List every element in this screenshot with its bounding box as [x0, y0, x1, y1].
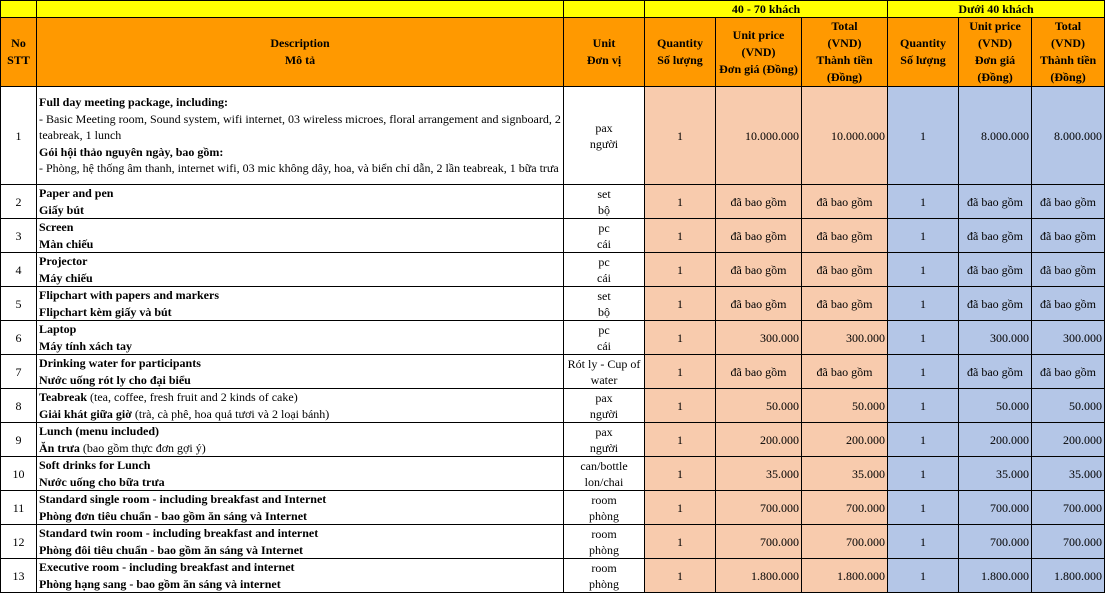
- total-g2-cell[interactable]: 300.000: [1032, 321, 1105, 355]
- unit-english: pc: [598, 322, 610, 337]
- unit-price-g2-cell[interactable]: đã bao gồm: [959, 355, 1032, 389]
- description-bold-text: Flipchart kèm giấy và bút: [39, 304, 172, 319]
- total-g1-cell[interactable]: đã bao gồm: [802, 355, 888, 389]
- description-line: [39, 185, 561, 202]
- description-cell[interactable]: [37, 457, 564, 491]
- unit-english: pax: [595, 424, 613, 439]
- total-g1-cell[interactable]: đã bao gồm: [802, 219, 888, 253]
- unit-price-g2-cell[interactable]: đã bao gồm: [959, 287, 1032, 321]
- unit-cell[interactable]: [564, 287, 645, 321]
- total-g2-cell[interactable]: đã bao gồm: [1032, 185, 1105, 219]
- unit-vietnamese: water: [590, 372, 618, 387]
- quantity-g1-cell[interactable]: 1: [645, 559, 716, 593]
- description-line: [39, 144, 561, 161]
- quantity-g1-cell[interactable]: 1: [645, 253, 716, 287]
- total-g1-cell[interactable]: 300.000: [802, 321, 888, 355]
- unit-english: pc: [598, 254, 610, 269]
- total-g1-cell[interactable]: 700.000: [802, 491, 888, 525]
- quantity-g1-cell[interactable]: 1: [645, 389, 716, 423]
- unit-vietnamese: người: [589, 136, 619, 151]
- total-g2-cell[interactable]: đã bao gồm: [1032, 219, 1105, 253]
- column-header-row: [1, 18, 1105, 87]
- quantity-g2-cell[interactable]: 1: [888, 87, 959, 185]
- quantity-g1-cell[interactable]: 1: [645, 219, 716, 253]
- unit-price-g2-cell[interactable]: 700.000: [959, 491, 1032, 525]
- header-total-g1[interactable]: Total (VND) Thành tiền (Đồng): [802, 18, 888, 87]
- total-g1-cell[interactable]: 200.000: [802, 423, 888, 457]
- unit-cell[interactable]: [564, 321, 645, 355]
- table-row: [1, 253, 1105, 287]
- header-description[interactable]: Description Mô tả: [37, 18, 564, 87]
- quantity-g2-cell[interactable]: 1: [888, 185, 959, 219]
- unit-price-g1-cell[interactable]: 10.000.000: [716, 87, 802, 185]
- unit-price-g1-cell[interactable]: đã bao gồm: [716, 287, 802, 321]
- description-bold-text: Phòng đơn tiêu chuẩn - bao gồm ăn sáng và Internet: [39, 508, 308, 523]
- quantity-g1-cell[interactable]: 1: [645, 457, 716, 491]
- description-line: [39, 423, 561, 440]
- description-text: (bao gồm thực đơn gợi ý): [79, 440, 206, 455]
- unit-price-g1-cell[interactable]: 300.000: [716, 321, 802, 355]
- description-line: [39, 474, 561, 491]
- quantity-g2-cell[interactable]: 1: [888, 559, 959, 593]
- description-line: [39, 355, 561, 372]
- description-text: - Phòng, hệ thống âm thanh, internet wifi, 03 mic không dây, hoa, và biển chỉ dẫn, 2 lần teabreak, 1 bữa trưa: [39, 161, 559, 176]
- quantity-g1-cell[interactable]: 1: [645, 355, 716, 389]
- description-line: [39, 525, 561, 542]
- cell[interactable]: [1, 1, 37, 18]
- total-g1-cell[interactable]: đã bao gồm: [802, 287, 888, 321]
- total-g1-cell[interactable]: 1.800.000: [802, 559, 888, 593]
- unit-english: room: [591, 526, 617, 541]
- description-bold-text: Lunch (menu included): [39, 424, 160, 438]
- description-cell[interactable]: [37, 287, 564, 321]
- unit-english: room: [591, 492, 617, 507]
- header-no[interactable]: No STT: [1, 18, 37, 87]
- table-row: [1, 525, 1105, 559]
- description-bold-text: Màn chiếu: [39, 236, 94, 251]
- unit-price-g2-cell[interactable]: 35.000: [959, 457, 1032, 491]
- unit-price-g1-cell[interactable]: đã bao gồm: [716, 253, 802, 287]
- unit-vietnamese: bộ: [598, 304, 610, 319]
- row-number-cell[interactable]: 7: [1, 355, 37, 389]
- description-line: [39, 389, 561, 406]
- unit-price-g1-cell[interactable]: 50.000: [716, 389, 802, 423]
- unit-price-g2-cell[interactable]: đã bao gồm: [959, 219, 1032, 253]
- description-line: [39, 457, 561, 474]
- quantity-g1-cell[interactable]: 1: [645, 491, 716, 525]
- description-bold-text: Paper and pen: [39, 186, 114, 200]
- unit-vietnamese: cái: [597, 236, 611, 251]
- description-line: [39, 406, 561, 423]
- total-g1-cell[interactable]: 10.000.000: [802, 87, 888, 185]
- description-bold-text: Flipchart with papers and markers: [39, 288, 219, 302]
- description-bold-text: Nước uống rót ly cho đại biểu: [39, 372, 191, 387]
- unit-cell[interactable]: [564, 355, 645, 389]
- unit-english: set: [597, 186, 611, 201]
- total-g1-cell[interactable]: 700.000: [802, 525, 888, 559]
- description-cell[interactable]: [37, 87, 564, 185]
- unit-vietnamese: phòng: [589, 508, 619, 523]
- quantity-g2-cell[interactable]: 1: [888, 423, 959, 457]
- row-number-cell[interactable]: 6: [1, 321, 37, 355]
- header-unit[interactable]: Unit Đơn vị: [564, 18, 645, 87]
- unit-vietnamese: phòng: [589, 542, 619, 557]
- quantity-g1-cell[interactable]: 1: [645, 185, 716, 219]
- unit-vietnamese: người: [589, 440, 619, 455]
- description-bold-text: Giải khát giữa giờ: [39, 406, 132, 421]
- description-line: [39, 202, 561, 219]
- description-bold-text: Phòng hạng sang - bao gồm ăn sáng và internet: [39, 576, 281, 591]
- unit-vietnamese: cái: [597, 338, 611, 353]
- header-total-g2[interactable]: Total (VND) Thành tiền (Đồng): [1032, 18, 1105, 87]
- unit-price-g2-cell[interactable]: 700.000: [959, 525, 1032, 559]
- unit-vietnamese: phòng: [589, 576, 619, 591]
- unit-price-g2-cell[interactable]: 300.000: [959, 321, 1032, 355]
- description-line: [39, 160, 561, 177]
- quantity-g2-cell[interactable]: 1: [888, 253, 959, 287]
- cell[interactable]: [564, 1, 645, 18]
- description-cell[interactable]: [37, 185, 564, 219]
- header-unit-price-g1[interactable]: Unit price (VND) Đơn giá (Đồng): [716, 18, 802, 87]
- unit-price-g2-cell[interactable]: đã bao gồm: [959, 185, 1032, 219]
- unit-cell[interactable]: [564, 491, 645, 525]
- quantity-g2-cell[interactable]: 1: [888, 457, 959, 491]
- unit-cell[interactable]: [564, 389, 645, 423]
- group-40-70-guests[interactable]: 40 - 70 khách: [645, 1, 888, 18]
- description-bold-text: Executive room - including breakfast and internet: [39, 560, 295, 574]
- total-g2-cell[interactable]: 200.000: [1032, 423, 1105, 457]
- total-g2-cell[interactable]: 700.000: [1032, 491, 1105, 525]
- description-cell[interactable]: [37, 253, 564, 287]
- description-bold-text: Ăn trưa: [39, 440, 80, 455]
- unit-price-g2-cell[interactable]: 8.000.000: [959, 87, 1032, 185]
- description-cell[interactable]: [37, 525, 564, 559]
- description-text: (trà, cà phê, hoa quả tươi và 2 loại bánh): [131, 406, 330, 421]
- unit-english: pc: [598, 220, 610, 235]
- unit-price-g2-cell[interactable]: 1.800.000: [959, 559, 1032, 593]
- description-bold-text: Full day meeting package, including:: [39, 95, 229, 110]
- description-line: [39, 304, 561, 321]
- description-line: [39, 576, 561, 593]
- description-line: [39, 491, 561, 508]
- header-unit-price-g2[interactable]: Unit price (VND) Đơn giá (Đồng): [959, 18, 1032, 87]
- table-row: [1, 321, 1105, 355]
- quantity-g1-cell[interactable]: 1: [645, 287, 716, 321]
- description-line: [39, 253, 561, 270]
- unit-cell[interactable]: [564, 253, 645, 287]
- unit-english: Rót ly - Cup of: [567, 356, 641, 371]
- description-cell[interactable]: [37, 491, 564, 525]
- row-number-cell[interactable]: 12: [1, 525, 37, 559]
- table-row: [1, 423, 1105, 457]
- unit-cell[interactable]: [564, 423, 645, 457]
- unit-price-g1-cell[interactable]: đã bao gồm: [716, 219, 802, 253]
- quantity-g2-cell[interactable]: 1: [888, 321, 959, 355]
- quantity-g1-cell[interactable]: 1: [645, 525, 716, 559]
- header-quantity-g2[interactable]: Quantity Số lượng: [888, 18, 959, 87]
- description-bold-text: Screen: [39, 220, 74, 234]
- unit-cell[interactable]: [564, 457, 645, 491]
- unit-price-g1-cell[interactable]: 700.000: [716, 491, 802, 525]
- description-text: (tea, coffee, fresh fruit and 2 kinds of cake): [87, 390, 298, 404]
- quantity-g2-cell[interactable]: 1: [888, 525, 959, 559]
- table-row: [1, 389, 1105, 423]
- total-g2-cell[interactable]: đã bao gồm: [1032, 355, 1105, 389]
- description-cell[interactable]: [37, 355, 564, 389]
- description-line: [39, 338, 561, 355]
- row-number-cell[interactable]: 10: [1, 457, 37, 491]
- description-bold-text: Projector: [39, 254, 88, 268]
- description-line: [39, 372, 561, 389]
- total-g1-cell[interactable]: 35.000: [802, 457, 888, 491]
- row-number-cell[interactable]: 8: [1, 389, 37, 423]
- quantity-g2-cell[interactable]: 1: [888, 491, 959, 525]
- description-bold-text: Phòng đôi tiêu chuẩn - bao gồm ăn sáng và Internet: [39, 542, 304, 557]
- description-bold-text: Laptop: [39, 322, 77, 336]
- unit-vietnamese: người: [589, 406, 619, 421]
- unit-cell[interactable]: [564, 219, 645, 253]
- unit-cell[interactable]: [564, 525, 645, 559]
- unit-vietnamese: cái: [597, 270, 611, 285]
- total-g1-cell[interactable]: đã bao gồm: [802, 185, 888, 219]
- quantity-g1-cell[interactable]: 1: [645, 423, 716, 457]
- description-line: [39, 111, 561, 144]
- total-g2-cell[interactable]: 50.000: [1032, 389, 1105, 423]
- unit-cell[interactable]: [564, 559, 645, 593]
- table-row: [1, 457, 1105, 491]
- group-under-40-guests[interactable]: Dưới 40 khách: [888, 1, 1105, 18]
- total-g2-cell[interactable]: 700.000: [1032, 525, 1105, 559]
- table-row: [1, 287, 1105, 321]
- description-line: [39, 542, 561, 559]
- quantity-g1-cell[interactable]: 1: [645, 321, 716, 355]
- description-bold-text: Standard single room - including breakfast and Internet: [39, 492, 327, 506]
- row-number-cell[interactable]: 1: [1, 87, 37, 185]
- row-number-cell[interactable]: 2: [1, 185, 37, 219]
- total-g2-cell[interactable]: 8.000.000: [1032, 87, 1105, 185]
- description-bold-text: Nước uống cho bữa trưa: [39, 474, 165, 489]
- row-number-cell[interactable]: 9: [1, 423, 37, 457]
- group-header-row: [1, 1, 1105, 18]
- unit-price-g2-cell[interactable]: 50.000: [959, 389, 1032, 423]
- unit-english: room: [591, 560, 617, 575]
- unit-price-g2-cell[interactable]: 200.000: [959, 423, 1032, 457]
- unit-price-g2-cell[interactable]: đã bao gồm: [959, 253, 1032, 287]
- unit-price-g1-cell[interactable]: đã bao gồm: [716, 355, 802, 389]
- unit-vietnamese: lon/chai: [584, 474, 624, 489]
- unit-vietnamese: bộ: [598, 202, 610, 217]
- description-bold-text: Teabreak: [39, 390, 88, 404]
- description-text: - Basic Meeting room, Sound system, wifi internet, 03 wireless microes, floral arrangement and signboard, 2 teabreak, 1 lunch: [39, 111, 561, 143]
- total-g2-cell[interactable]: đã bao gồm: [1032, 253, 1105, 287]
- table-row: [1, 559, 1105, 593]
- cell[interactable]: [37, 1, 564, 18]
- description-line: [39, 94, 561, 111]
- total-g2-cell[interactable]: 1.800.000: [1032, 559, 1105, 593]
- row-number-cell[interactable]: 5: [1, 287, 37, 321]
- description-bold-text: Drinking water for participants: [39, 356, 201, 370]
- header-quantity-g1[interactable]: Quantity Số lượng: [645, 18, 716, 87]
- description-bold-text: Máy tính xách tay: [39, 338, 132, 353]
- description-bold-text: Gói hội thảo nguyên ngày, bao gồm:: [39, 144, 224, 159]
- quantity-g2-cell[interactable]: 1: [888, 287, 959, 321]
- row-number-cell[interactable]: 11: [1, 491, 37, 525]
- total-g2-cell[interactable]: đã bao gồm: [1032, 287, 1105, 321]
- unit-cell[interactable]: [564, 185, 645, 219]
- row-number-cell[interactable]: 13: [1, 559, 37, 593]
- description-line: [39, 270, 561, 287]
- description-line: [39, 219, 561, 236]
- table-row: [1, 491, 1105, 525]
- table-row: [1, 355, 1105, 389]
- description-cell[interactable]: [37, 559, 564, 593]
- unit-price-g1-cell[interactable]: 1.800.000: [716, 559, 802, 593]
- table-row: [1, 87, 1105, 185]
- quantity-g2-cell[interactable]: 1: [888, 355, 959, 389]
- description-line: [39, 321, 561, 338]
- description-bold-text: Giấy bút: [39, 202, 85, 217]
- total-g1-cell[interactable]: đã bao gồm: [802, 253, 888, 287]
- unit-english: pax: [595, 120, 613, 135]
- unit-price-g1-cell[interactable]: đã bao gồm: [716, 185, 802, 219]
- row-number-cell[interactable]: 4: [1, 253, 37, 287]
- quantity-g2-cell[interactable]: 1: [888, 389, 959, 423]
- description-line: [39, 236, 561, 253]
- description-bold-text: Soft drinks for Lunch: [39, 458, 151, 472]
- description-cell[interactable]: [37, 389, 564, 423]
- description-line: [39, 508, 561, 525]
- description-cell[interactable]: [37, 219, 564, 253]
- table-row: [1, 185, 1105, 219]
- unit-price-g1-cell[interactable]: 35.000: [716, 457, 802, 491]
- description-line: [39, 440, 561, 457]
- description-cell[interactable]: [37, 423, 564, 457]
- description-bold-text: Standard twin room - including breakfast and internet: [39, 526, 319, 540]
- unit-price-g1-cell[interactable]: 200.000: [716, 423, 802, 457]
- description-cell[interactable]: [37, 321, 564, 355]
- unit-english: pax: [595, 390, 613, 405]
- quantity-g1-cell[interactable]: 1: [645, 87, 716, 185]
- total-g1-cell[interactable]: 50.000: [802, 389, 888, 423]
- description-line: [39, 287, 561, 304]
- unit-price-g1-cell[interactable]: 700.000: [716, 525, 802, 559]
- table-row: [1, 219, 1105, 253]
- unit-english: can/bottle: [580, 458, 628, 473]
- unit-english: set: [597, 288, 611, 303]
- quantity-g2-cell[interactable]: 1: [888, 219, 959, 253]
- description-line: [39, 559, 561, 576]
- total-g2-cell[interactable]: 35.000: [1032, 457, 1105, 491]
- row-number-cell[interactable]: 3: [1, 219, 37, 253]
- unit-cell[interactable]: [564, 87, 645, 185]
- description-bold-text: Máy chiếu: [39, 270, 93, 285]
